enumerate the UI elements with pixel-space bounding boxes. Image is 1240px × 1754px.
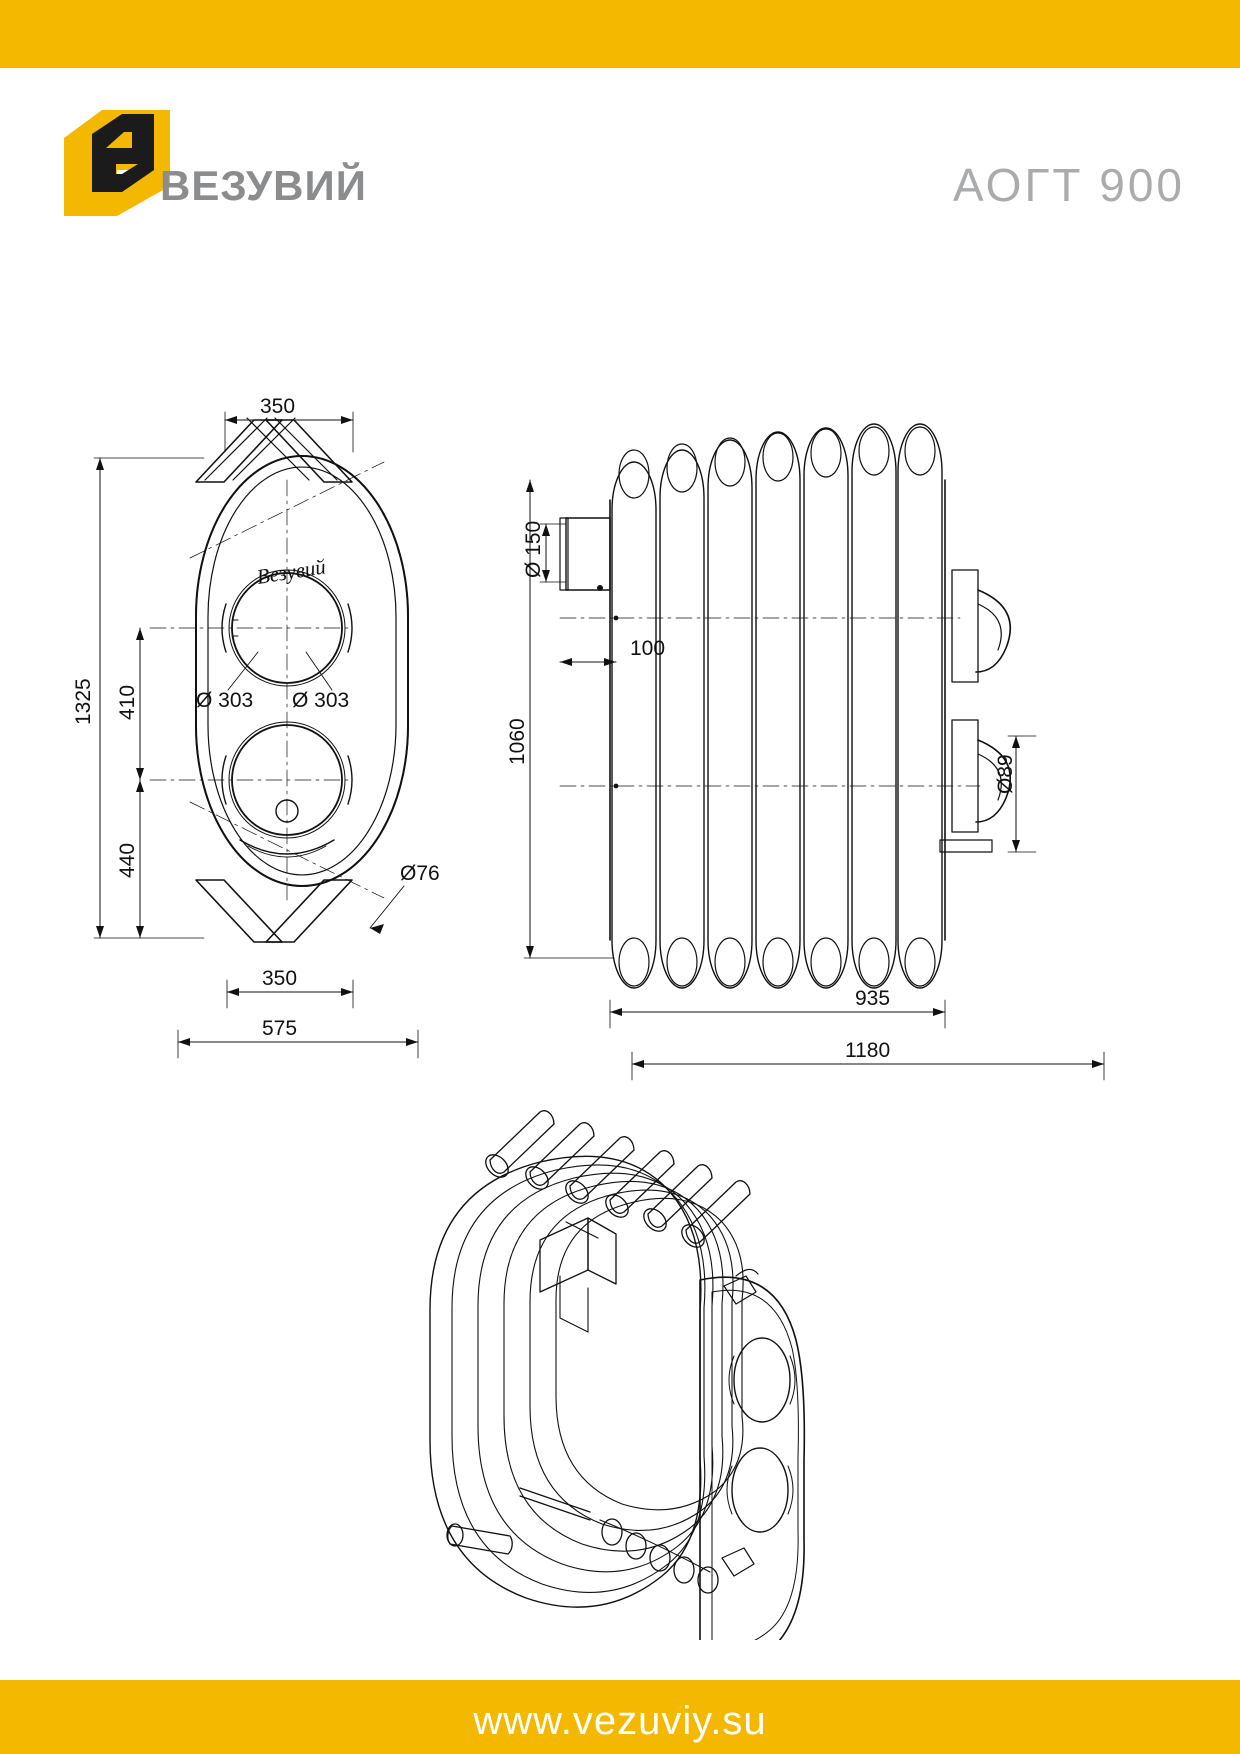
svg-text:410: 410 [116, 684, 139, 720]
svg-text:Везувий: Везувий [255, 554, 328, 589]
top-accent-bar [0, 0, 1240, 68]
svg-text:350: 350 [262, 967, 298, 990]
svg-text:575: 575 [262, 1017, 298, 1040]
model-name: АОГТ 900 [953, 159, 1185, 211]
body-logo-stamp [255, 554, 328, 589]
front-view [72, 395, 440, 1058]
site-url[interactable]: www.vezuviy.su [473, 1699, 767, 1743]
svg-text:Ø76: Ø76 [400, 862, 440, 885]
svg-text:1060: 1060 [506, 718, 529, 765]
footer-spacer [0, 1652, 1240, 1680]
svg-text:935: 935 [855, 987, 891, 1010]
svg-text:Ø 150: Ø 150 [522, 520, 545, 578]
svg-text:350: 350 [260, 395, 296, 418]
page-header [0, 68, 1240, 211]
isometric-view [430, 1111, 804, 1640]
svg-text:Ø 303: Ø 303 [292, 689, 350, 712]
svg-text:100: 100 [630, 637, 666, 660]
technical-drawing-sheet [0, 180, 1240, 1640]
svg-text:1180: 1180 [845, 1039, 891, 1062]
svg-text:Ø89: Ø89 [994, 754, 1017, 794]
svg-text:Ø 303: Ø 303 [196, 689, 254, 712]
side-view [506, 424, 1104, 1080]
brand-name: ВЕЗУВИЙ [160, 162, 367, 209]
svg-text:440: 440 [116, 842, 139, 878]
svg-text:1325: 1325 [72, 678, 95, 725]
